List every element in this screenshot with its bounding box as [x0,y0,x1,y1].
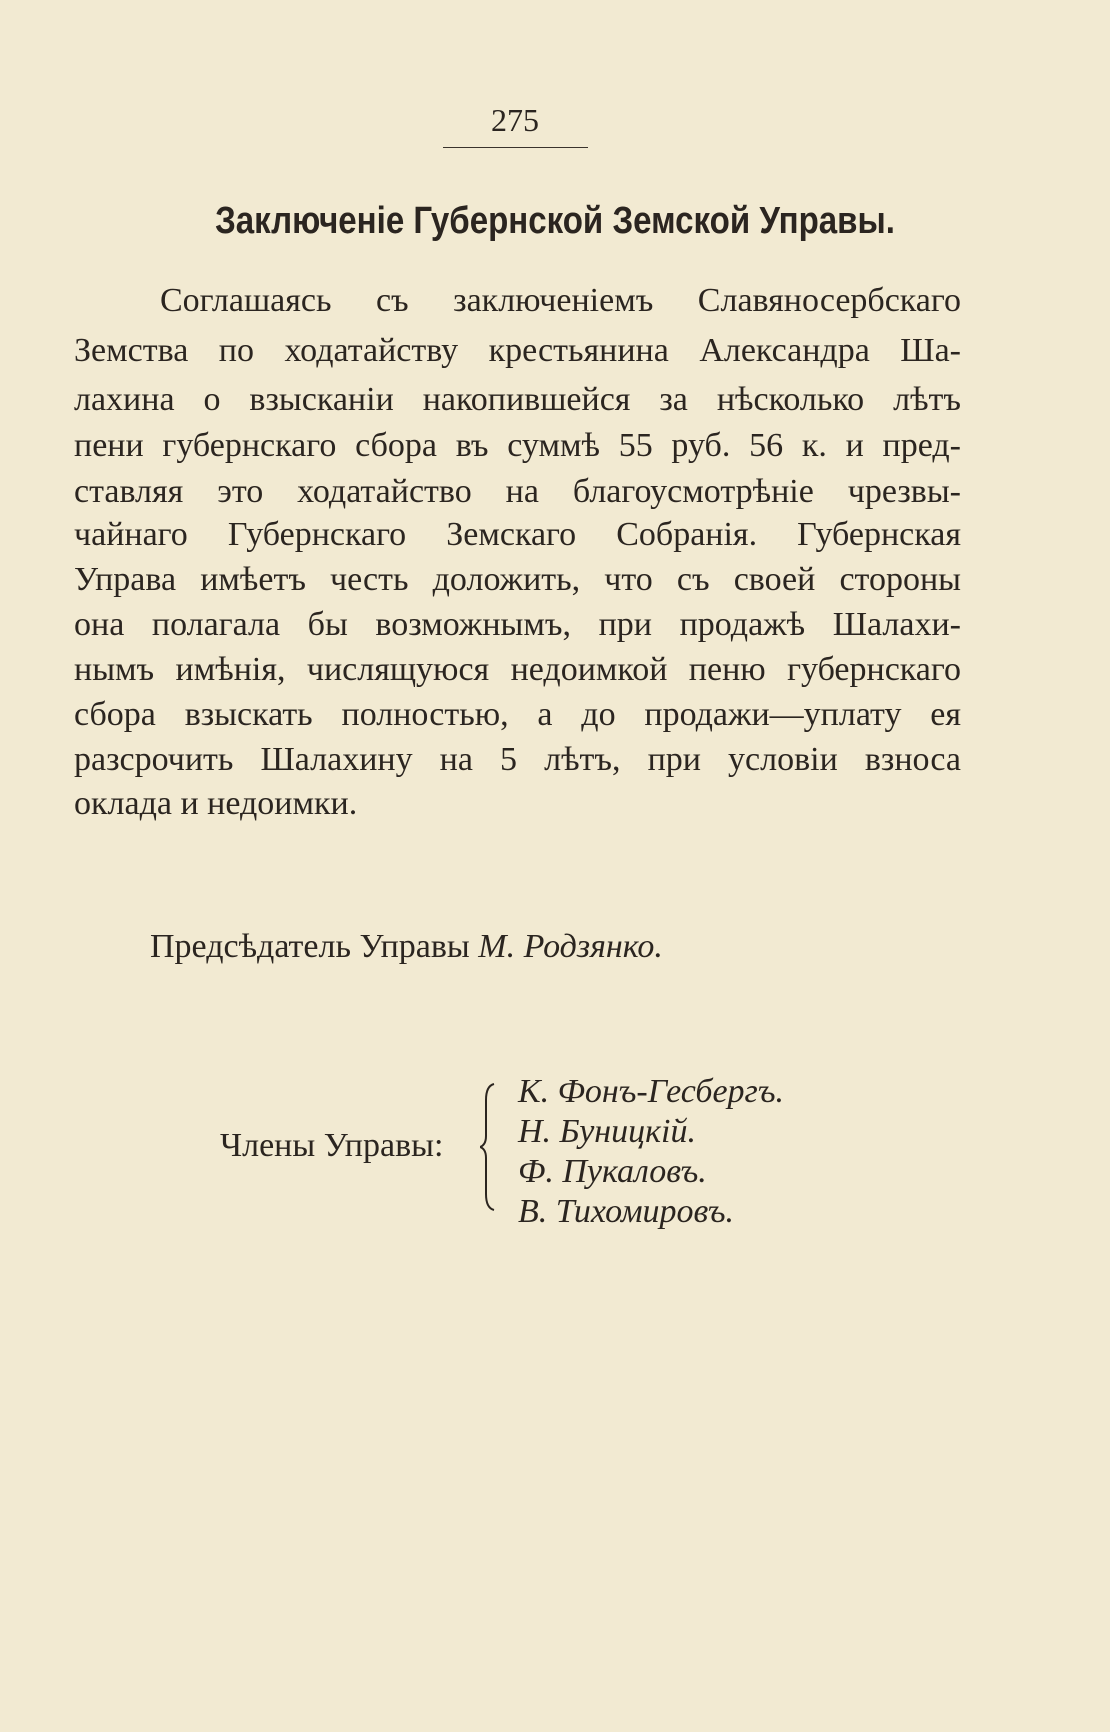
body-line: лахина о взысканіи накопившейся за нѣсколько лѣтъ [74,381,961,418]
body-line: Соглашаясь съ заключеніемъ Славяносербскаго [160,282,961,319]
body-line: разсрочить Шалахину на 5 лѣтъ, при условіи взноса [74,741,961,778]
chairman-name: М. Родзянко. [478,928,663,965]
chairman-signature [150,925,663,969]
chairman-title: Предсѣдатель Управы [150,928,470,965]
members-label: Члены Управы: [220,1127,444,1164]
body-line: ставляя это ходатайство на благоусмотрѣніе чрезвы- [74,473,961,510]
body-line: оклада и недоимки. [74,785,358,822]
body-line: Управа имѣетъ честь доложить, что съ своей стороны [74,561,961,598]
page-number-rule [443,147,588,148]
member-name: В. Тихомировъ. [518,1193,734,1230]
section-heading: Заключеніе Губернской Земской Управы. [215,200,895,242]
member-name: К. Фонъ-Гесбергъ. [518,1073,784,1110]
body-line: чайнаго Губернскаго Земскаго Собранія. Губернская [74,516,961,553]
body-line: пени губернскаго сбора въ суммѣ 55 руб. 56 к. и пред- [74,427,961,464]
member-name: Ф. Пукаловъ. [518,1153,707,1190]
body-line: она полагала бы возможнымъ, при продажѣ Шалахи- [74,606,961,643]
body-line: Земства по ходатайству крестьянина Александра Ша- [74,332,961,369]
body-line: нымъ имѣнія, числящуюся недоимкой пеню губернскаго [74,651,961,688]
member-name: Н. Буницкій. [518,1113,697,1150]
body-line: сбора взыскать полностью, а до продажи—уплату ея [74,696,961,733]
members-brace [480,1082,498,1212]
page-number: 275 [491,102,539,138]
